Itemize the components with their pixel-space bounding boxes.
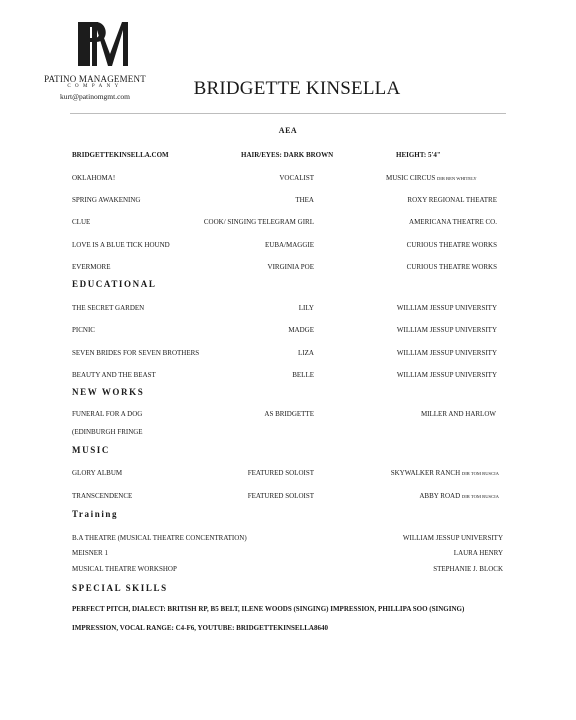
credit-show: PICNIC bbox=[72, 326, 95, 334]
credit-show: LOVE IS A BLUE TICK HOUND bbox=[72, 241, 170, 249]
credit-show: OKLAHOMA! bbox=[72, 174, 116, 182]
credit-role: FEATURED SOLOIST bbox=[247, 469, 314, 477]
website-link[interactable]: BRIDGETTEKINSELLA.COM bbox=[72, 151, 169, 159]
credit-show: SEVEN BRIDES FOR SEVEN BROTHERS bbox=[72, 349, 200, 357]
section-title-new-works: NEW WORKS bbox=[72, 387, 145, 397]
credit-role: EUBA/MAGGIE bbox=[265, 241, 314, 249]
agent-email[interactable]: kurt@patinomgmt.com bbox=[59, 92, 131, 101]
credit-director: DIR BEN WHITELY bbox=[436, 176, 477, 181]
credit-show: THE SECRET GARDEN bbox=[72, 304, 145, 312]
credit-show-note: (EDINBURGH FRINGE bbox=[72, 428, 143, 436]
credit-venue: MILLER AND HARLOW bbox=[420, 410, 496, 418]
training-program: MEISNER 1 bbox=[72, 549, 108, 557]
hair-eyes: HAIR/EYES: DARK BROWN bbox=[241, 151, 334, 159]
logo-company-tagline: COMPANY bbox=[67, 84, 123, 89]
credit-role: FEATURED SOLOIST bbox=[247, 492, 314, 500]
credit-venue: ROXY REGIONAL THEATRE bbox=[407, 196, 497, 204]
section-title-training: Training bbox=[72, 509, 119, 519]
credit-venue: CURIOUS THEATRE WORKS bbox=[406, 241, 497, 249]
special-skills-line: IMPRESSION, VOCAL RANGE: C4-F6, YOUTUBE: BRIDGETTEKINSELLA8640 bbox=[72, 624, 328, 632]
credit-role: LIZA bbox=[298, 349, 314, 357]
section-title-educational: EDUCATIONAL bbox=[72, 279, 157, 289]
credit-role: MADGE bbox=[288, 326, 314, 334]
credit-director: DIR TOM RUSCIA bbox=[461, 471, 499, 476]
performer-name: BRIDGETTE KINSELLA bbox=[193, 78, 401, 99]
credit-show: GLORY ALBUM bbox=[72, 469, 123, 477]
training-teacher: LAURA HENRY bbox=[453, 549, 503, 557]
special-skills-line: PERFECT PITCH, DIALECT: BRITISH RP, B5 BELT, ILENE WOODS (SINGING) IMPRESSION, PHILLIPA SOO (SINGING) bbox=[72, 605, 465, 613]
height: HEIGHT: 5'4" bbox=[396, 151, 441, 159]
training-program: MUSICAL THEATRE WORKSHOP bbox=[72, 565, 177, 573]
credit-venue: MUSIC CIRCUS DIR BEN WHITELY bbox=[386, 174, 477, 182]
training-teacher: WILLIAM JESSUP UNIVERSITY bbox=[402, 534, 503, 542]
credit-director: DIR TOM RUSCIA bbox=[461, 494, 499, 499]
credit-venue: WILLIAM JESSUP UNIVERSITY bbox=[396, 371, 497, 379]
credit-role: VOCALIST bbox=[279, 174, 314, 182]
section-title-music: MUSIC bbox=[72, 445, 111, 455]
credit-show: TRANSCENDENCE bbox=[72, 492, 133, 500]
pm-logo-monogram bbox=[76, 20, 130, 68]
credit-venue: ABBY ROAD DIR TOM RUSCIA bbox=[419, 492, 499, 500]
logo-company-name: PATINO MANAGEMENT bbox=[44, 74, 146, 84]
credit-venue: WILLIAM JESSUP UNIVERSITY bbox=[396, 349, 497, 357]
credit-venue: CURIOUS THEATRE WORKS bbox=[406, 263, 497, 271]
credit-show: CLUE bbox=[72, 218, 91, 226]
credit-venue: SKYWALKER RANCH DIR TOM RUSCIA bbox=[390, 469, 499, 477]
special-skills-text bbox=[72, 600, 464, 638]
credit-show: SPRING AWAKENING bbox=[72, 196, 141, 204]
credit-venue: WILLIAM JESSUP UNIVERSITY bbox=[396, 304, 497, 312]
union-affiliation: AEA bbox=[278, 126, 298, 135]
credit-show: EVERMORE bbox=[72, 263, 111, 271]
credit-role: LILY bbox=[298, 304, 314, 312]
credit-show: FUNERAL FOR A DOG bbox=[72, 410, 143, 418]
credit-role: BELLE bbox=[292, 371, 314, 379]
training-teacher: STEPHANIE J. BLOCK bbox=[433, 565, 503, 573]
training-program: B.A THEATRE (MUSICAL THEATRE CONCENTRATION) bbox=[72, 534, 247, 542]
credit-role: THEA bbox=[295, 196, 314, 204]
credit-role: AS BRIDGETTE bbox=[264, 410, 314, 418]
credit-role: VIRGINIA POE bbox=[267, 263, 314, 271]
credit-show: BEAUTY AND THE BEAST bbox=[72, 371, 156, 379]
credit-role: COOK/ SINGING TELEGRAM GIRL bbox=[203, 218, 314, 226]
header-divider bbox=[70, 113, 506, 114]
credit-venue: WILLIAM JESSUP UNIVERSITY bbox=[396, 326, 497, 334]
credit-venue: AMERICANA THEATRE CO. bbox=[409, 218, 497, 226]
section-title-special-skills: SPECIAL SKILLS bbox=[72, 583, 168, 593]
